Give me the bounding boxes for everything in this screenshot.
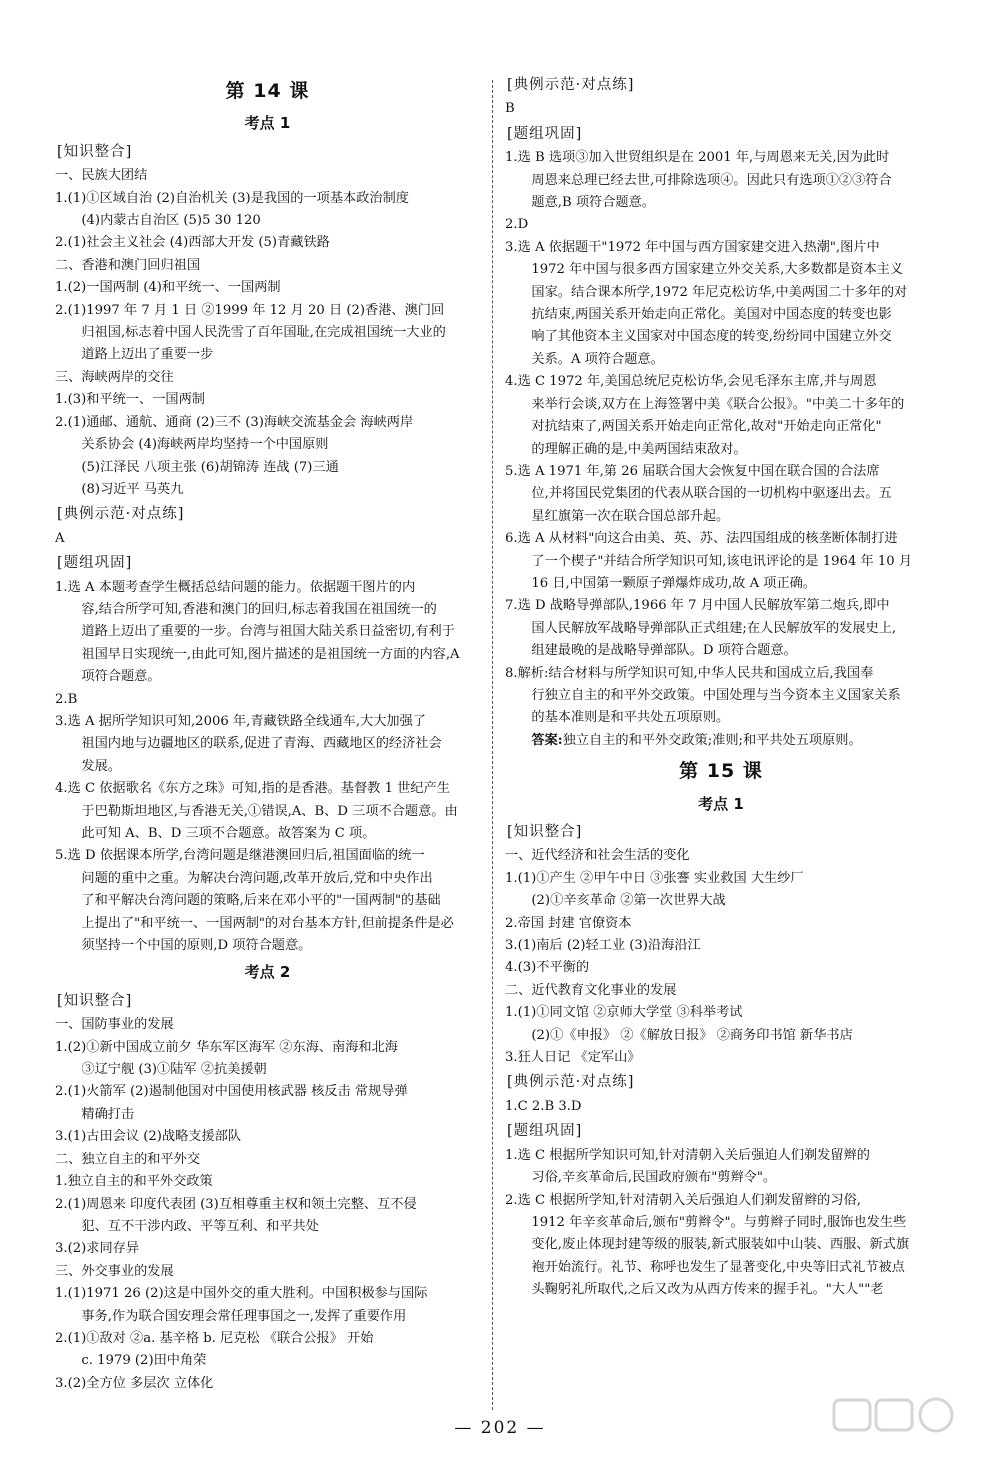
subsection-label: [ 知识整合 ] [55,990,134,1012]
text-line: 3.选 A 依据题干"1972 年中国与西方国家建交进入热潮",图片中 [505,239,880,255]
text-line: 位,并将国民党集团的代表从联合国的一切机构中驱逐出去。五 [531,486,892,502]
text-line: 1.选 A 本题考查学生概括总结问题的能力。依据题干图片的内 [55,579,416,595]
left-column [55,72,480,1395]
text-line: 2.(1)火箭军 (2)遏制他国对中国使用核武器 核反击 常规导弹 [55,1084,408,1100]
text-line: 须坚持一个中国的原则,D 项符合题意。 [81,938,312,954]
text-line: 祖国早日实现统一,由此可知,图片描述的是祖国统一方面的内容,A [81,646,460,662]
text-line: 犯、互不干涉内政、平等互利、和平共处 [81,1218,319,1234]
text-line: (4)内蒙古自治区 (5)5 30 120 [81,213,261,229]
lesson-title: 第 14 课 [225,80,310,102]
text-line: 行独立自主的和平外交政策。中国处理与当今资本主义国家关系 [531,687,901,703]
text-line: 于巴勒斯坦地区,与香港无关,①错误,A、B、D 三项不合题意。由 [81,803,458,819]
subsection-heading [505,121,937,147]
text-line: 2.帝国 封建 官僚资本 [505,915,632,931]
text-line: 3.(2)全方位 多层次 立体化 [55,1375,214,1391]
section-title: 考点 1 [244,114,291,133]
text-line: 关系协会 (4)海峡两岸均坚持一个中国原则 [81,437,329,453]
text-line: 来举行会谈,双方在上海签署中美《联合公报》。"中美二十多年的 [531,396,905,412]
text-line: 国家。结合课本所学,1972 年尼克松访华,中美两国二十多年的对 [531,284,908,300]
text-line: 精确打击 [81,1106,135,1122]
subsection-label: [ 典例示范·对点练 ] [505,74,636,96]
text-line: 关系。A 项符合题意。 [531,351,664,367]
text-line: 3.(1)南后 (2)轻工业 (3)沿海沿江 [505,938,701,954]
text-line: 5.选 D 依据课本所学,台湾问题是继港澳回归后,祖国面临的统一 [55,848,425,864]
text-line: 2.(1)社会主义社会 (4)西部大开发 (5)青藏铁路 [55,235,330,251]
text-line: 2.(1)1997 年 7 月 1 日 ②1999 年 12 月 20 日 (2)香港、澳门回 [55,302,445,318]
text-line: 题意,B 项符合题意。 [531,195,655,211]
text-line: 2.(1)周恩来 印度代表团 (3)互相尊重主权和领土完整、互不侵 [55,1196,417,1212]
text-line: 16 日,中国第一颗原子弹爆炸成功,故 A 项正确。 [531,575,817,591]
text-line: 星红旗第一次在联合国总部升起。 [531,508,730,524]
text-line: 1.(2)一国两制 (4)和平统一、一国两制 [55,280,281,296]
text-line: A [55,530,65,546]
subsection-heading [55,550,480,576]
text-line: 2.B [55,691,78,707]
text-line: 2.选 C 根据所学知,针对清朝入关后强迫人们剃发留辫的习俗, [505,1192,861,1208]
text-line: 7.选 D 战略导弹部队,1966 年 7 月中国人民解放军第二炮兵,即中 [505,598,890,614]
text-line: 了一个楔子"并结合所学知识可知,该电讯评论的是 1964 年 10 月 [531,553,913,569]
lesson-title: 第 15 课 [679,760,763,783]
watermark-logo [830,1396,960,1456]
text-line: 4.选 C 依据歌名《东方之珠》可知,指的是香港。基督教 1 世纪产生 [55,781,450,797]
text-line: (8)习近平 马英九 [81,481,184,497]
text-line: 2.(1)①敌对 ②a. 基辛格 b. 尼克松 《联合公报》 开始 [55,1330,374,1346]
text-line: 国人民解放军战略导弹部队正式组建;在人民解放军的发展史上, [531,620,897,636]
text-line: 归祖国,标志着中国人民洗雪了百年国耻,在完成祖国统一大业的 [81,325,446,341]
text-line: 1972 年中国与很多西方国家建立外交关系,大多数都是资本主义 [531,262,904,278]
text-line: c. 1979 (2)田中角荣 [81,1353,207,1369]
text-line: B [505,101,515,117]
text-line: 1.(1)1971 26 (2)这是中国外交的重大胜利。中国积极参与国际 [55,1286,428,1302]
text-line: 6.选 A 从材料"向这合由美、英、苏、法四国组成的核垄断体制打进 [505,531,898,547]
text-line: 3.选 A 据所学知识可知,2006 年,青藏铁路全线通车,大大加强了 [55,713,426,729]
text-line: 3.(2)求同存异 [55,1241,140,1257]
text-line: 1.(1)①产生 ②甲午中日 ③张謇 实业救国 大生纱厂 [505,870,804,886]
subsection-label: [ 典例示范·对点练 ] [505,1071,636,1093]
text-line: ③辽宁舰 (3)①陆军 ②抗美援朝 [81,1062,267,1078]
subsection-label: [ 典例示范·对点练 ] [55,503,186,525]
text-line: 二、香港和澳门回归祖国 [55,257,201,273]
subsection-heading [505,1069,937,1095]
subsection-label: [ 知识整合 ] [55,141,134,163]
subsection-heading [55,501,480,527]
subsection-heading [55,988,480,1014]
text-line: 2.(1)通邮、通航、通商 (2)三不 (3)海峡交流基金会 海峡两岸 [55,414,414,430]
text-line: 三、外交事业的发展 [55,1263,174,1279]
text-line: 容,结合所学可知,香港和澳门的回归,标志着我国在祖国统一的 [81,601,437,617]
subsection-label: [ 题组巩固 ] [55,552,134,574]
text-line: 3.(1)古田会议 (2)战略支援部队 [55,1129,242,1145]
text-line: 1912 年辛亥革命后,颁布"剪辫令"。与剪辫子同时,服饰也发生些 [531,1214,907,1230]
answer-text: 独立自主的和平外交政策;准则;和平共处五项原则。 [562,732,862,748]
text-line: 道路上迈出了重要一步 [81,347,214,363]
text-line: 抗结束,两国关系开始走向正常化。美国对中国态度的转变也影 [531,307,892,323]
text-line: 5.选 A 1971 年,第 26 届联合国大会恢复中国在联合国的合法席 [505,463,880,479]
subsection-heading [505,819,937,845]
text-line: 3.狂人日记 《定军山》 [505,1050,641,1066]
text-line: 1.C 2.B 3.D [505,1098,582,1114]
text-line: 事务,作为联合国安理会常任理事国之一,发挥了重要作用 [81,1308,407,1324]
text-line: 一、国防事业的发展 [55,1017,174,1033]
text-line: 1.(1)①同文馆 ②京师大学堂 ③科举考试 [505,1005,743,1021]
subsection-label: [ 题组巩固 ] [505,1120,584,1142]
column-divider [492,80,493,1410]
text-line: 1.选 B 选项③加入世贸组织是在 2001 年,与周恩来无关,因为此时 [505,150,890,166]
text-line: 的理解正确的是,中美两国结束敌对。 [531,441,747,457]
text-line: (2)①《申报》 ②《解放日报》 ②商务印书馆 新华书店 [531,1027,853,1043]
subsection-heading [505,72,937,98]
text-line: 1.独立自主的和平外交政策 [55,1174,213,1190]
section-title: 考点 1 [698,794,744,813]
text-line: 周恩来总理已经去世,可排除选项④。因此只有选项①②③符合 [531,172,892,188]
text-line: 头鞠躬礼所取代,之后又改为从西方传来的握手礼。"大人""老 [531,1282,884,1298]
text-line: 三、海峡两岸的交往 [55,369,174,385]
text-line: 组建最晚的是战略导弹部队。D 项符合题意。 [531,643,797,659]
text-line: 二、近代教育文化事业的发展 [505,982,677,998]
text-line: 1.选 C 根据所学知识可知,针对清朝入关后强迫人们剃发留辫的 [505,1147,870,1163]
text-line: 上提出了"和平统一、一国两制"的对台基本方针,但前提条件是必 [81,915,454,931]
text-line: 的基本准则是和平共处五项原则。 [531,710,730,726]
subsection-heading [505,1118,937,1144]
text-line: 变化,废止体现封建等级的服装,新式服装如中山装、西服、新式旗 [531,1237,910,1253]
text-line: 问题的重中之重。为解决台湾问题,改革开放后,党和中央作出 [81,870,433,886]
text-line: 2.D [505,217,529,233]
right-column [505,72,937,1302]
text-line: (5)江泽民 八项主张 (6)胡锦涛 连战 (7)三通 [81,459,339,475]
text-line: 一、近代经济和社会生活的变化 [505,848,690,864]
text-line: (2)①辛亥革命 ②第一次世界大战 [531,893,726,909]
section-title: 考点 2 [244,963,291,982]
answer-line [505,730,937,752]
text-line: 此可知 A、B、D 三项不合题意。故答案为 C 项。 [81,826,376,841]
text-line: 道路上迈出了重要的一步。台湾与祖国大陆关系日益密切,有利于 [81,624,455,640]
text-line: 对抗结束了,两国关系开始走向正常化,故对"开始走向正常化" [531,419,882,435]
page-number: — 202 — [454,1418,546,1438]
answer-key: 答案: [531,732,563,748]
text-line: 二、独立自主的和平外交 [55,1151,201,1167]
text-line: 发展。 [81,758,121,774]
text-line: 响了其他资本主义国家对中国态度的转变,纷纷同中国建立外交 [531,329,892,345]
subsection-label: [ 知识整合 ] [505,821,584,843]
text-line: 了和平解决台湾问题的策略,后来在邓小平的"一国两制"的基础 [81,893,441,909]
text-line: 习俗,辛亥革命后,民国政府颁布"剪辫令"。 [531,1170,777,1186]
text-line: 袍开始流行。礼节、称呼也发生了显著变化,中央等旧式礼节被点 [531,1259,905,1275]
text-line: 4.选 C 1972 年,美国总统尼克松访华,会见毛泽东主席,并与周恩 [505,374,877,390]
text-line: 1.(1)①区域自治 (2)自治机关 (3)是我国的一项基本政治制度 [55,190,409,206]
text-line: 1.(2)①新中国成立前夕 华东军区海军 ②东海、南海和北海 [55,1039,398,1055]
text-line: 1.(3)和平统一、一国两制 [55,392,205,408]
text-line: 一、民族大团结 [55,168,148,184]
text-line: 项符合题意。 [81,669,161,685]
subsection-heading [55,139,480,165]
text-line: 祖国内地与边疆地区的联系,促进了青海、西藏地区的经济社会 [81,736,442,752]
text-line: 8.解析:结合材料与所学知识可知,中华人民共和国成立后,我国奉 [505,665,874,681]
text-line: 4.(3)不平衡的 [505,960,590,976]
subsection-label: [ 题组巩固 ] [505,123,584,145]
